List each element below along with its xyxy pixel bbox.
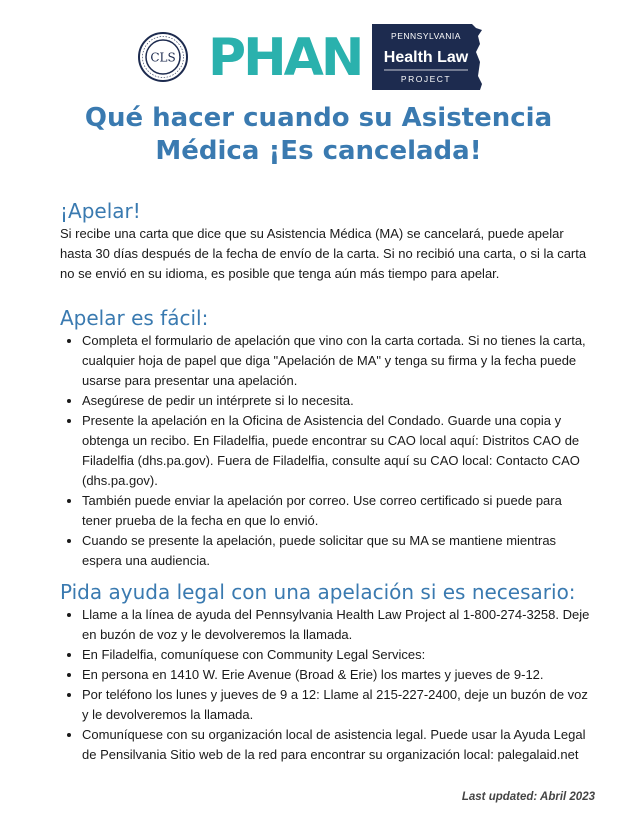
list-item: • Por teléfono los lunes y jueves de 9 a 12: Llame al 215-227-2400, deje un buzón de voz y le devolveremos la llamada. [82,685,595,725]
cls-initials: CLS [150,50,176,65]
easy-heading: Apelar es fácil: [60,306,209,330]
page-title [0,102,637,168]
list-item: • Cuando se presente la apelación, puede solicitar que su MA se mantiene mientras espera una audiencia. [82,531,595,571]
title-line-1: Qué hacer cuando su Asistencia [84,103,553,133]
phan-logo: PHAN [208,28,362,88]
list-item: • Completa el formulario de apelación que vino con la carta cortada. Si no tienes la carta, cualquier hoja de papel que diga "Apelación de MA" y tenga su firma y la fecha puede usarse para presentar una apelación. [82,331,595,391]
phlp-line-3: PROJECT [400,74,452,84]
appeal-section [60,200,595,284]
list-item: • También puede enviar la apelación por correo. Use correo certificado si puede para tener prueba de la fecha en que lo envió. [82,491,595,531]
list-item: • Presente la apelación en la Oficina de Asistencia del Condado. Guarde una copia y obtenga un recibo. En Filadelfia, puede encontrar su CAO local aquí: Distritos CAO de Filadelfia (dhs.pa.gov). Fuera de Filadelfia, consulte aquí su CAO local: Contacto CAO (dhs.pa.gov). [82,411,595,491]
cls-seal-logo [138,32,188,82]
phlp-line-2: Health Law [383,49,469,66]
list-item: • En persona en 1410 W. Erie Avenue (Broad & Erie) los martes y jueves de 9-12. [82,665,595,685]
easy-list [60,331,595,571]
list-item: • En Filadelfia, comuníquese con Community Legal Services: [82,645,595,665]
list-item: • Comuníquese con su organización local de asistencia legal. Puede usar la Ayuda Legal de Pensilvania Sitio web de la red para encontrar su organización local: palegalaid.net [82,725,595,765]
easy-section [60,307,595,571]
appeal-heading: ¡Apelar! [60,199,141,223]
list-item: • Llame a la línea de ayuda del Pennsylvania Health Law Project al 1-800-274-3258. Deje en buzón de voz y le devolveremos la llamada. [82,605,595,645]
phlp-logo [368,22,486,92]
title-line-2: Médica ¡Es cancelada! [155,136,482,166]
last-updated: Last updated: Abril 2023 [461,791,595,803]
appeal-body: Si recibe una carta que dice que su Asistencia Médica (MA) se cancelará, puede apelar hasta 30 días después de la fecha de envío de la carta. Si no recibió una carta, o si la carta no se envió en su idioma, es posible que tenga aún más tiempo para apelar. [60,226,587,281]
help-list [60,605,595,765]
help-section [60,581,595,765]
list-item: • Asegúrese de pedir un intérprete si lo necesita. [82,391,595,411]
phlp-line-1: PENNSYLVANIA [391,31,461,41]
logo-bar [0,22,637,94]
help-heading: Pida ayuda legal con una apelación si es necesario: [60,580,576,604]
